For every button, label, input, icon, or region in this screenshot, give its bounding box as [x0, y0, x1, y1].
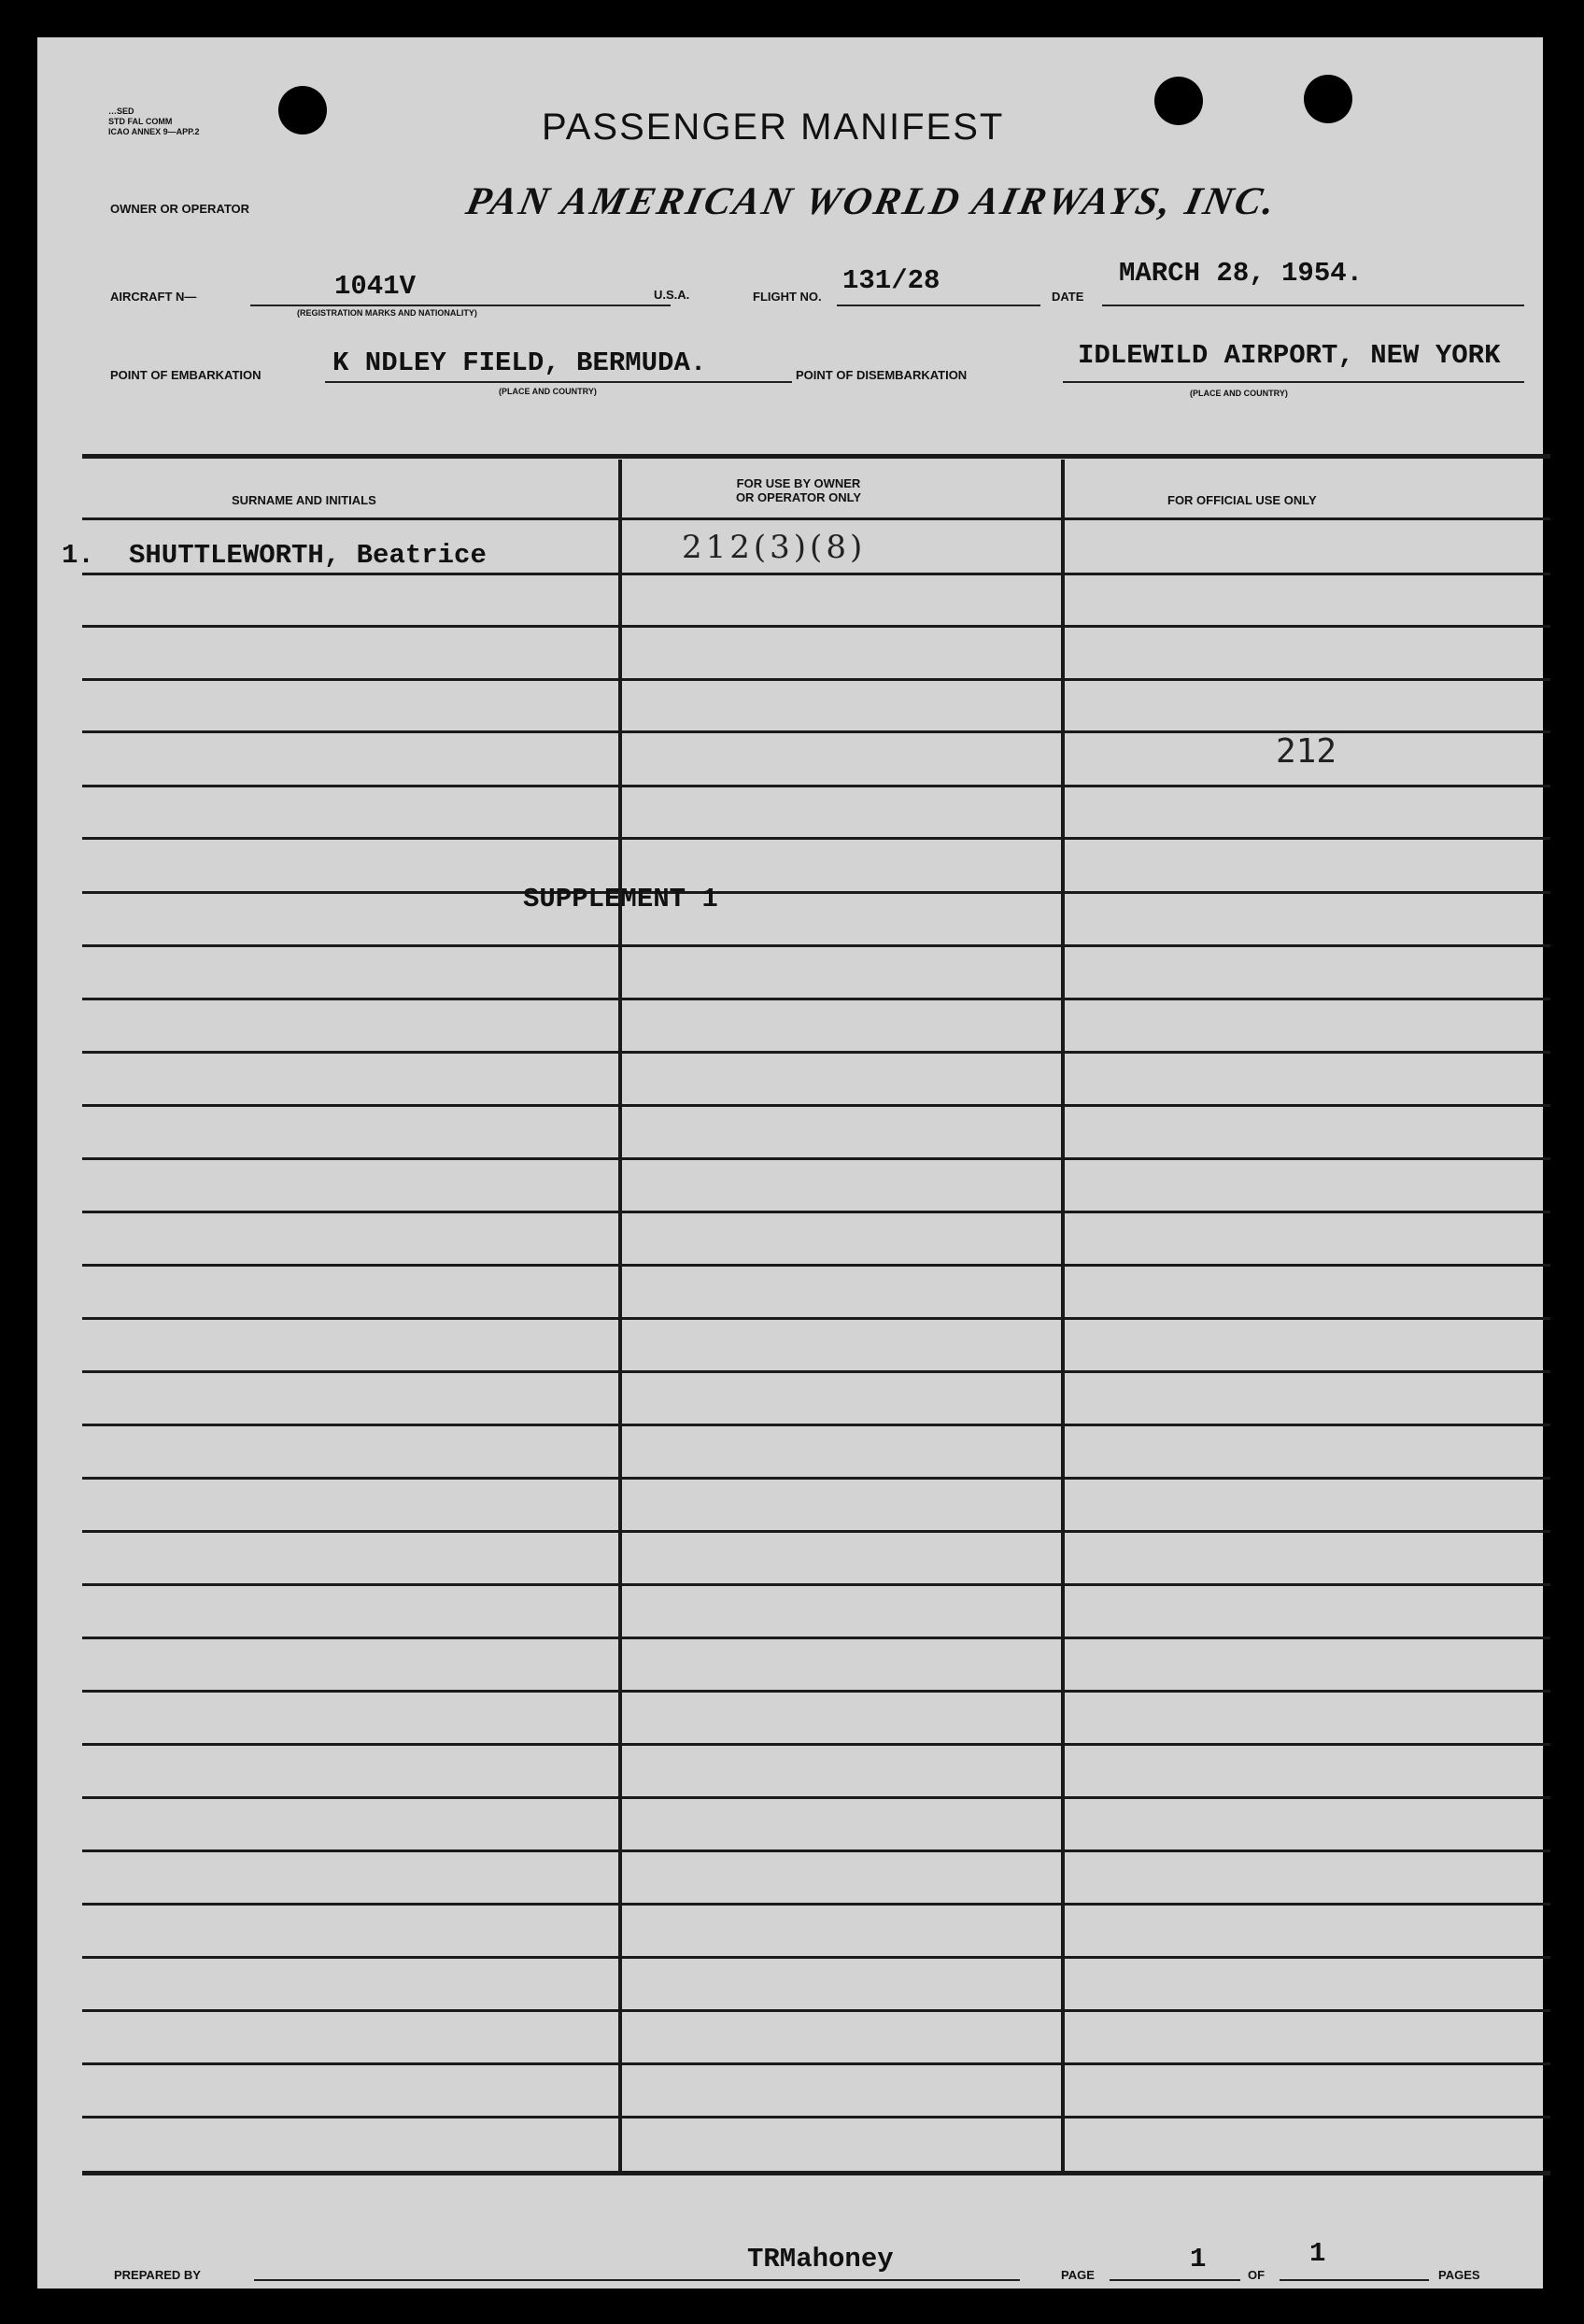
column-divider-2 — [1061, 460, 1065, 2171]
punch-hole-right-1 — [1154, 77, 1203, 125]
embarkation-sublabel: (PLACE AND COUNTRY) — [499, 387, 597, 396]
punch-hole-right-2 — [1304, 75, 1352, 123]
embarkation-label: POINT OF EMBARKATION — [110, 368, 262, 382]
of-value: 1 — [1309, 2238, 1326, 2269]
prepared-by-label: PREPARED BY — [114, 2268, 201, 2282]
punch-hole-left — [278, 86, 327, 135]
column-divider-1 — [618, 460, 622, 2171]
column-header-owner — [700, 476, 897, 504]
page-title: PASSENGER MANIFEST — [542, 106, 1005, 148]
embarkation-value: K NDLEY FIELD, BERMUDA. — [332, 347, 707, 378]
of-label: OF — [1248, 2268, 1266, 2282]
column-header-owner-line2: OR OPERATOR ONLY — [735, 490, 862, 504]
manifest-sheet — [37, 37, 1543, 2289]
disembarkation-label: POINT OF DISEMBARKATION — [796, 368, 968, 382]
prepared-by-value: TRMahoney — [747, 2244, 894, 2274]
aircraft-sublabel: (REGISTRATION MARKS AND NATIONALITY) — [297, 308, 477, 318]
page-value: 1 — [1190, 2244, 1207, 2274]
form-reference: …SED STD FAL COMM ICAO ANNEX 9—APP.2 — [108, 106, 200, 136]
date-label: DATE — [1052, 290, 1084, 304]
supplement-label: SUPPLEMENT 1 — [523, 884, 718, 914]
disembarkation-value: IDLEWILD AIRPORT, NEW YORK — [1078, 340, 1501, 371]
aircraft-label: AIRCRAFT N— — [110, 290, 197, 304]
usa-label: U.S.A. — [654, 288, 690, 302]
flight-label: FLIGHT NO. — [753, 290, 822, 304]
column-header-official: FOR OFFICIAL USE ONLY — [1167, 493, 1317, 507]
row-1-owner-note: 212(3)(8) — [682, 529, 867, 566]
official-use-number: 212 — [1276, 732, 1337, 771]
page-label: PAGE — [1061, 2268, 1095, 2282]
flight-value: 131/28 — [842, 265, 940, 296]
row-1-number: 1. — [62, 540, 94, 571]
owner-label: OWNER OR OPERATOR — [110, 202, 250, 216]
row-1-passenger-name: SHUTTLEWORTH, Beatrice — [129, 540, 487, 571]
date-value: MARCH 28, 1954. — [1119, 258, 1364, 289]
column-header-surname: SURNAME AND INITIALS — [232, 493, 376, 507]
airline-name: PAN AMERICAN WORLD AIRWAYS, INC. — [462, 180, 1281, 223]
aircraft-value: 1041V — [334, 271, 417, 302]
pages-label: PAGES — [1438, 2268, 1480, 2282]
column-header-owner-line1: FOR USE BY OWNER — [736, 476, 861, 490]
disembarkation-sublabel: (PLACE AND COUNTRY) — [1190, 389, 1288, 398]
